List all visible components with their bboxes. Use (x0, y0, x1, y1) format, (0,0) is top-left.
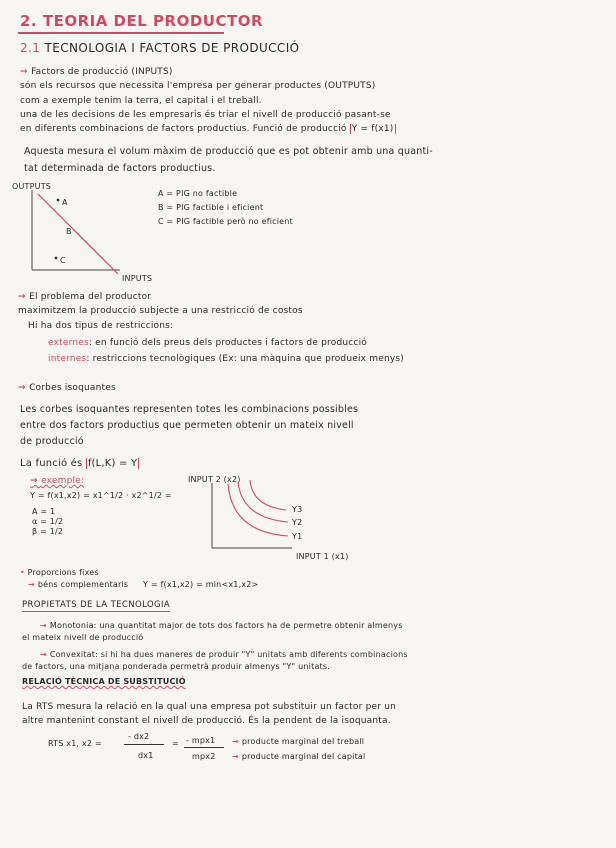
exemple-formula: Y = f(x1,x2) = x1^1/2 · x2^1/2 = (30, 491, 172, 500)
graph1-ylabel: OUTPUTS (12, 182, 52, 191)
factors-line-2: com a exemple tenim la terra, el capital i el treball. (20, 96, 262, 106)
graph1-point-b: B (66, 227, 72, 236)
rts-line-1: La RTS mesura la relació en la qual una empresa pot substituir un factor per un (22, 702, 397, 712)
problema-line-2: Hi ha dos tipus de restriccions: (28, 321, 174, 331)
graph2-xlabel: INPUT 1 (x1) (296, 552, 349, 561)
rts-numerator: - dx2 (128, 732, 150, 741)
factors-line-4: en diferents combinacions de factors productius. Funció de producció Y = f(x1) (20, 124, 394, 134)
problema-line-1: maximitzem la producció subjecte a una restricció de costos (18, 306, 303, 316)
factors-line-6: tat determinada de factors productius. (24, 163, 216, 174)
factors-heading: → Factors de producció (INPUTS) (20, 67, 173, 77)
monotonia-line-1: → Monotonia: una quantitat major de tots dos factors ha de permetre obtenir almenys (40, 621, 403, 630)
arrow-icon: → (20, 67, 32, 77)
subtitle-number: 2.1 (20, 41, 41, 55)
subtitle-text: TECNOLOGIA I FACTORS DE PRODUCCIÓ (44, 41, 300, 55)
param-beta: β = 1/2 (32, 527, 64, 536)
production-function-box: Y = f(x1) (351, 124, 394, 134)
rts-fraction-bar (124, 744, 164, 745)
rts-note-1: → producte marginal del treball (232, 737, 365, 746)
graph1-point-a: A (62, 198, 68, 207)
propietats-heading: PROPIETATS DE LA TECNOLOGIA (22, 600, 171, 610)
rts-mp-denominator: mpx2 (192, 752, 216, 761)
rts-denominator: dx1 (138, 751, 154, 760)
internes-label: internes (48, 354, 87, 364)
arrow-icon: → (18, 383, 30, 393)
isoquanta-formula-box: f(L,K) = Y (87, 458, 138, 469)
rts-mp-numerator: - mpx1 (186, 736, 216, 745)
isoquantes-line-1: Les corbes isoquantes representen totes les combinacions possibles (20, 404, 359, 415)
rts-equals: = (172, 739, 179, 748)
graph2-ylabel: INPUT 2 (x2) (188, 475, 241, 484)
factors-line-1: són els recursos que necessita l'empresa per generar productes (OUTPUTS) (20, 81, 376, 91)
curve-y2: Y2 (292, 518, 303, 527)
factors-line-5: Aquesta mesura el volum màxim de producció que es pot obtenir amb una quanti- (24, 146, 433, 157)
arrow-icon: → (18, 292, 30, 302)
factors-line-3: una de les decisions de les empresaris és triar el nivell de producció pasant-se (20, 110, 391, 120)
rts-heading: RELACIÓ TÈCNICA DE SUBSTITUCIÓ (22, 677, 186, 686)
proporcions-heading: • Proporcions fixes (20, 568, 99, 577)
graph1-legend-b: B = PIG factible i eficient (158, 203, 264, 212)
isoquantes-line-2: entre dos factors productius que permeten obtenir un mateix nivell (20, 420, 354, 431)
problema-internes: internes: restriccions tecnològiques (Ex: una màquina que produeix menys) (48, 354, 404, 364)
isoquantes-line-3: de producció (20, 436, 84, 447)
rts-mp-fraction-bar (184, 747, 224, 748)
convexitat-line-1: → Convexitat: si hi ha dues maneres de produir "Y" unitats amb diferents combinacions (40, 650, 408, 659)
funcio-line: La funció és f(L,K) = Y (20, 458, 138, 469)
curve-y1: Y1 (292, 532, 303, 541)
externes-label: externes (48, 338, 89, 348)
param-alpha: α = 1/2 (32, 517, 64, 526)
curve-y3: Y3 (292, 505, 303, 514)
graph1-legend-a: A = PIG no factible (158, 189, 238, 198)
problema-heading: → El problema del productor (18, 292, 152, 302)
exemple-label: → exemple: (30, 476, 85, 486)
isoquantes-heading: → Corbes isoquantes (18, 383, 116, 393)
problema-externes: externes: en funció dels preus dels productes i factors de producció (48, 338, 367, 348)
monotonia-line-2: el mateix nivell de producció (22, 633, 144, 642)
rts-line-2: altre mantenint constant el nivell de producció. És la pendent de la isoquanta. (22, 716, 391, 726)
graph1-legend-c: C = PIG factible però no eficient (158, 217, 293, 226)
param-a: A = 1 (32, 507, 56, 516)
graph1-xlabel: INPUTS (122, 274, 153, 283)
graph1-point-c: C (60, 256, 66, 265)
page-title: 2. TEORIA DEL PRODUCTOR (20, 12, 263, 30)
convexitat-line-2: de factors, una mitjana ponderada permetrà produir almenys "Y" unitats. (22, 662, 330, 671)
rts-note-2: → producte marginal del capital (232, 752, 366, 761)
rts-formula-left: RTS x1, x2 = (48, 739, 102, 748)
proporcions-line: → béns complementaris Y = f(x1,x2) = min<x1,x2> (28, 580, 259, 589)
